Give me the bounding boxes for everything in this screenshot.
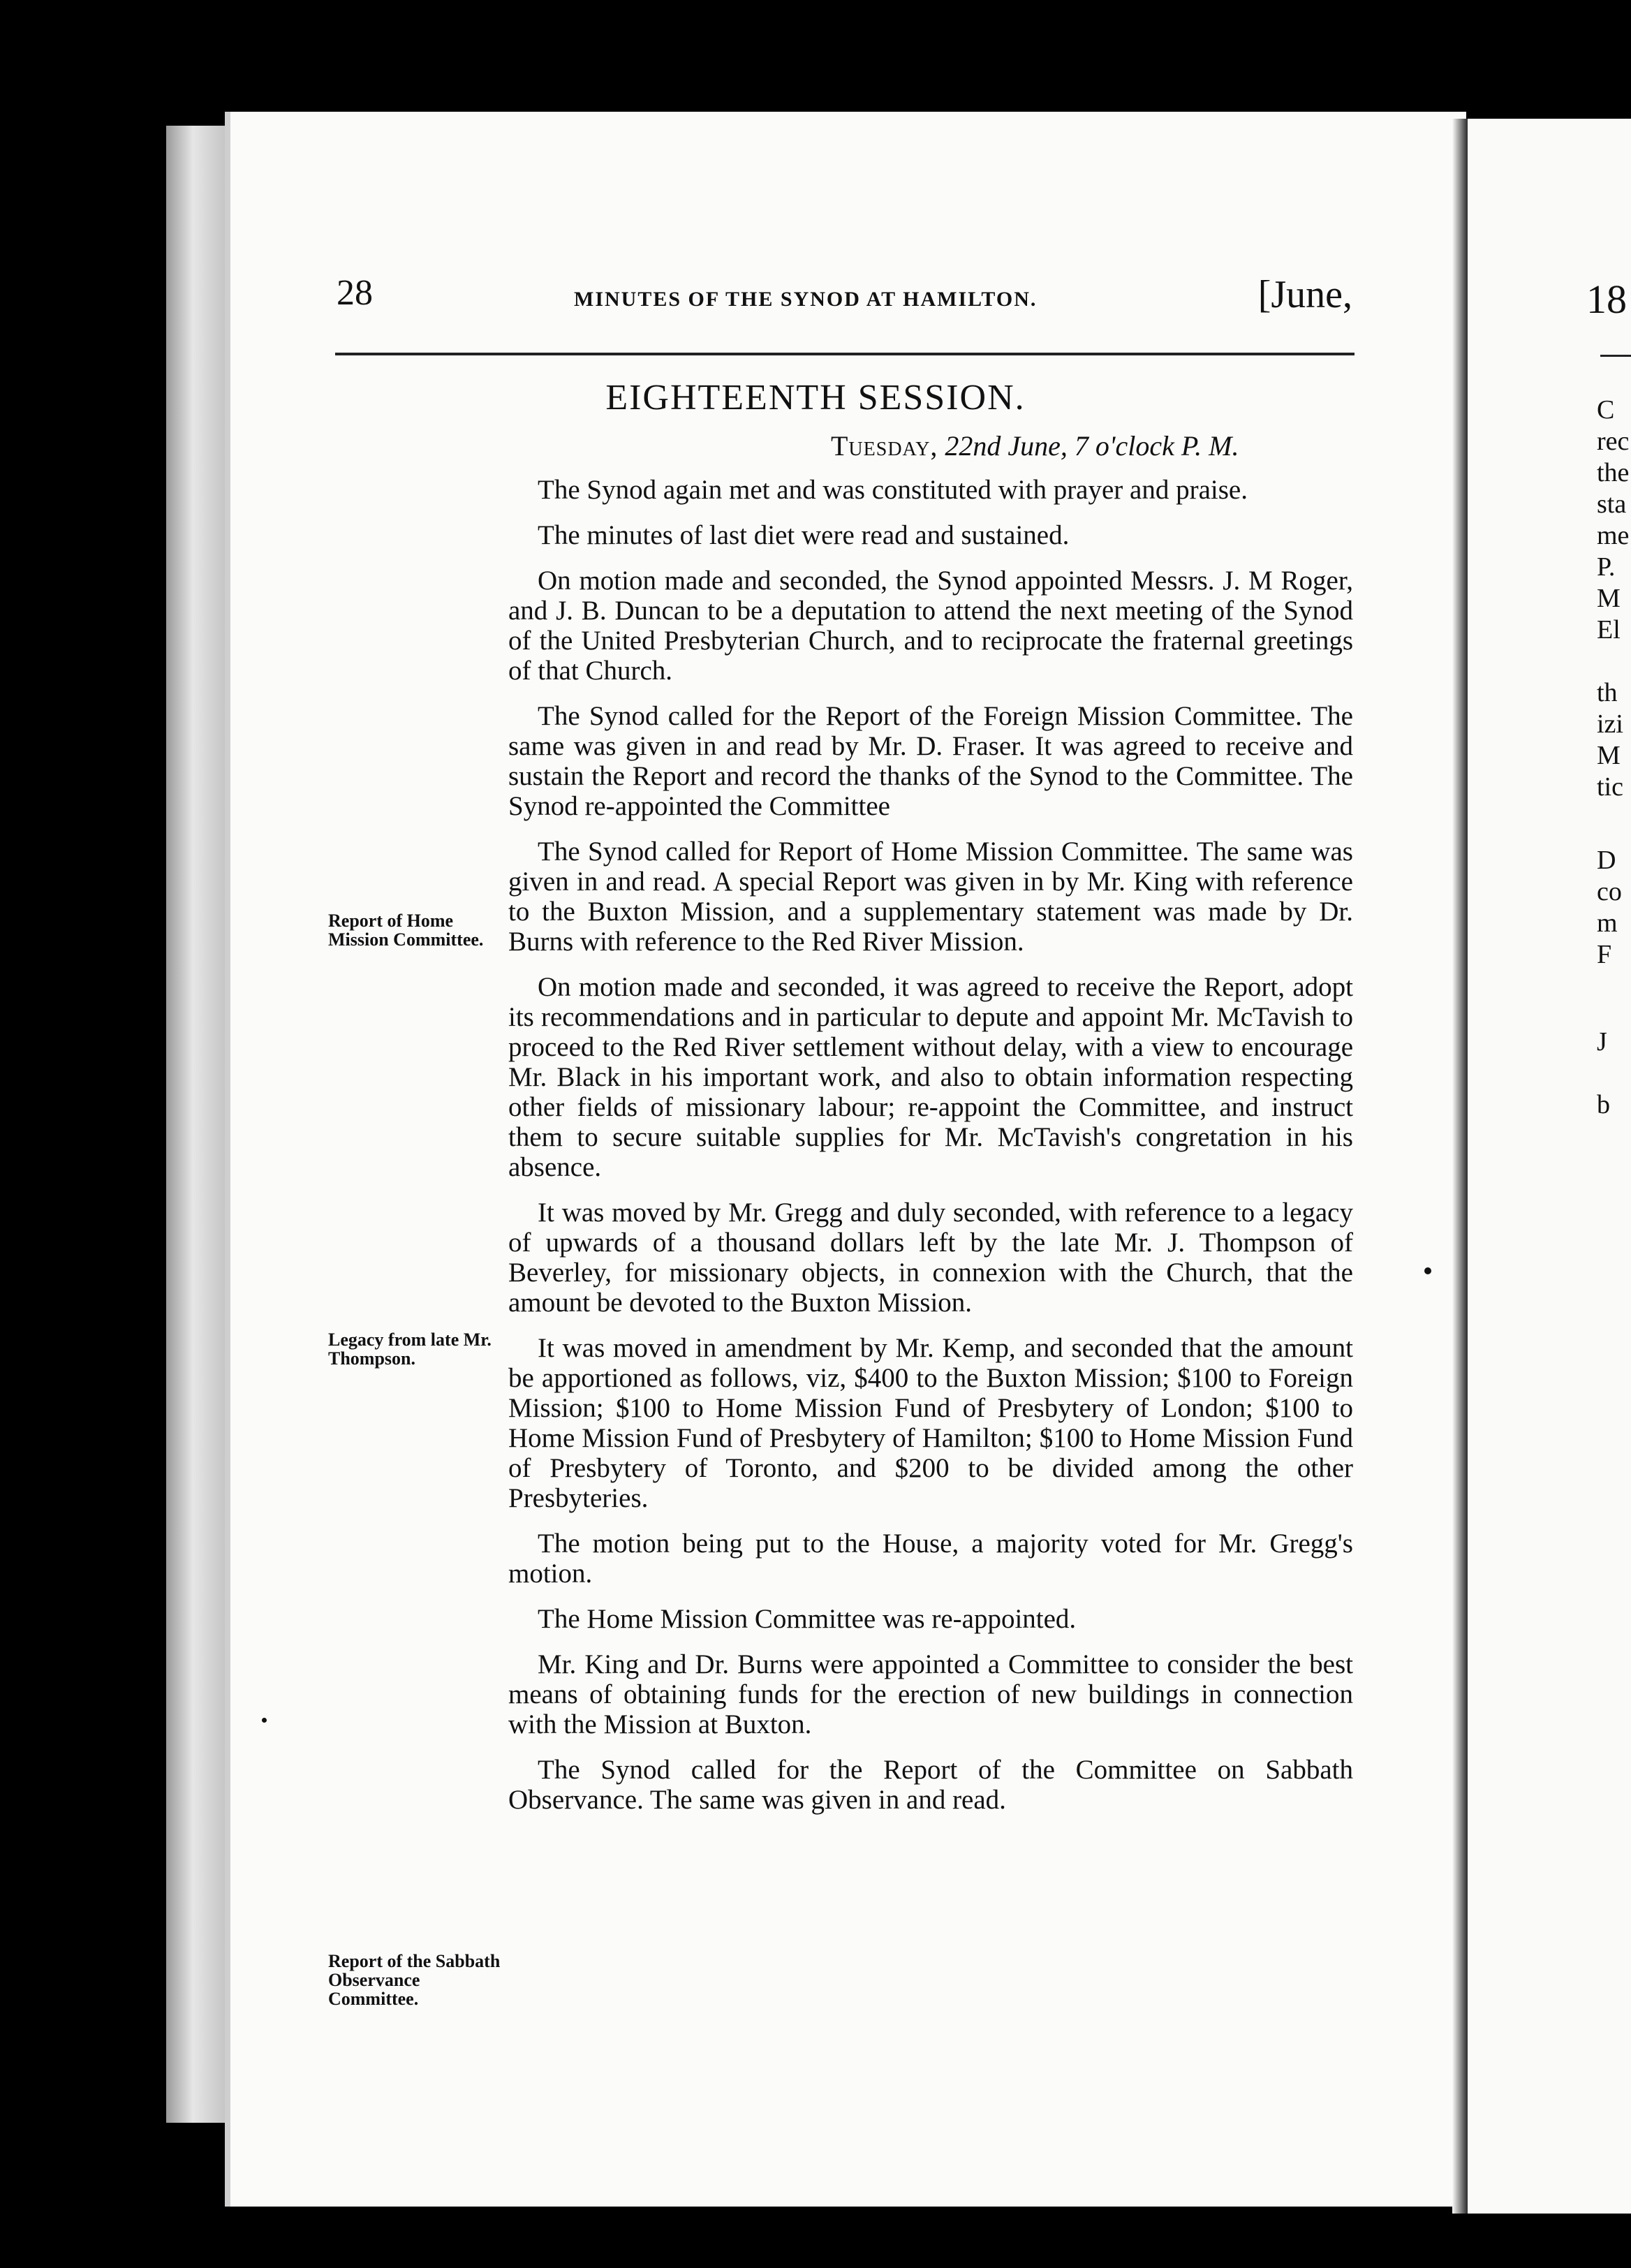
facing-page-fragment xyxy=(1468,119,1631,2214)
paragraph: It was moved in amendment by Mr. Kemp, and seconded that the amount be apportioned as follows, viz, $400 to the Buxton Mission; $100 to Foreign Mission; $100 to Home Mission Fund of Presbytery of London; $100 to Home Mission Fund of Presbytery of Hamilton; $100 to Home Mission Fund of Presbytery of Toronto, and $200 to be divided among the other Presbyteries. xyxy=(508,1333,1353,1513)
paragraph: The Synod called for Report of Home Mission Committee. The same was given in and read. A special Report was given in by Mr. King with reference to the Buxton Mission, and a supplementary statement was made by Dr. Burns with reference to the Red River Mission. xyxy=(508,837,1353,957)
session-day: Tuesday, xyxy=(831,430,938,462)
facing-line: J xyxy=(1597,1027,1607,1056)
facing-line: co xyxy=(1597,877,1622,906)
margin-note-legacy: Legacy from late Mr. Thompson. xyxy=(328,1330,492,1369)
facing-line: El xyxy=(1597,615,1621,645)
minutes-body xyxy=(508,475,1353,1830)
page-number: 28 xyxy=(337,273,373,313)
facing-line: sta xyxy=(1597,489,1627,519)
paragraph: The Home Mission Committee was re-appointed. xyxy=(538,1604,1077,1634)
facing-page-rule xyxy=(1600,355,1631,357)
paragraph: On motion made and seconded, it was agreed to receive the Report, adopt its recommendations and in particular to depute and appoint Mr. McTavish to proceed to the Red River settlement without delay, with a view to encourage Mr. Black in his important work, and also to obtain information respecting other fields of missionary labour; re-appoint the Committee, and instruct them to secure suitable supplies for Mr. McTavish's congretation in his absence. xyxy=(508,972,1353,1182)
facing-line: M xyxy=(1597,741,1621,770)
session-dateline xyxy=(831,429,1239,462)
facing-line: m xyxy=(1597,908,1618,938)
session-heading: EIGHTEENTH SESSION. xyxy=(605,378,1026,418)
paragraph: The Synod again met and was constituted with prayer and praise. xyxy=(538,475,1248,505)
facing-line: C xyxy=(1597,395,1615,425)
running-title: MINUTES OF THE SYNOD AT HAMILTON. xyxy=(574,288,1038,311)
facing-page-number: 18 xyxy=(1586,277,1627,322)
facing-line: izi xyxy=(1597,709,1623,739)
page-header xyxy=(337,272,1352,321)
facing-line: rec xyxy=(1597,427,1630,456)
header-rule xyxy=(335,353,1355,355)
speck xyxy=(262,1718,267,1723)
paragraph: The Synod called for the Report of the Foreign Mission Committee. The same was given in and read by Mr. D. Fraser. It was agreed to receive and sustain the Report and record the thanks of the Synod to the Committee. The Synod re-appointed the Committee xyxy=(508,701,1353,821)
facing-line: the xyxy=(1597,458,1630,487)
margin-note-sabbath: Report of the Sabbath Observance Committee. xyxy=(328,1951,501,2009)
facing-line: b xyxy=(1597,1090,1610,1119)
facing-line: th xyxy=(1597,678,1618,707)
paragraph: The motion being put to the House, a majority voted for Mr. Gregg's motion. xyxy=(508,1529,1353,1589)
paragraph: It was moved by Mr. Gregg and duly seconded, with reference to a legacy of upwards of a thousand dollars left by the late Mr. J. Thompson of Beverley, for missionary objects, in connexion with the Church, that the amount be devoted to the Buxton Mission. xyxy=(508,1198,1353,1318)
facing-line: tic xyxy=(1597,772,1623,802)
header-date: [June, xyxy=(1257,273,1352,316)
facing-line: P. xyxy=(1597,552,1616,582)
facing-line: M xyxy=(1597,584,1621,613)
paragraph: On motion made and seconded, the Synod appointed Messrs. J. M Roger, and J. B. Duncan to be a deputation to attend the next meeting of the Synod of the United Presbyterian Church, and to reciprocate the fraternal greetings of that Church. xyxy=(508,566,1353,686)
paragraph: The minutes of last diet were read and sustained. xyxy=(538,520,1070,550)
facing-line: D xyxy=(1597,846,1616,875)
book-page-edge xyxy=(166,126,233,2123)
speck xyxy=(1424,1267,1431,1274)
book-gutter xyxy=(1452,119,1468,2214)
paragraph: The Synod called for the Report of the Committee on Sabbath Observance. The same was given in and read. xyxy=(508,1755,1353,1815)
facing-line: F xyxy=(1597,940,1612,969)
margin-note-home-mission: Report of Home Mission Committee. xyxy=(328,911,484,950)
facing-line: me xyxy=(1597,521,1630,550)
paragraph: Mr. King and Dr. Burns were appointed a Committee to consider the best means of obtaining funds for the erection of new buildings in connection with the Mission at Buxton. xyxy=(508,1649,1353,1739)
session-date-time: 22nd June, 7 o'clock P. M. xyxy=(945,430,1239,462)
